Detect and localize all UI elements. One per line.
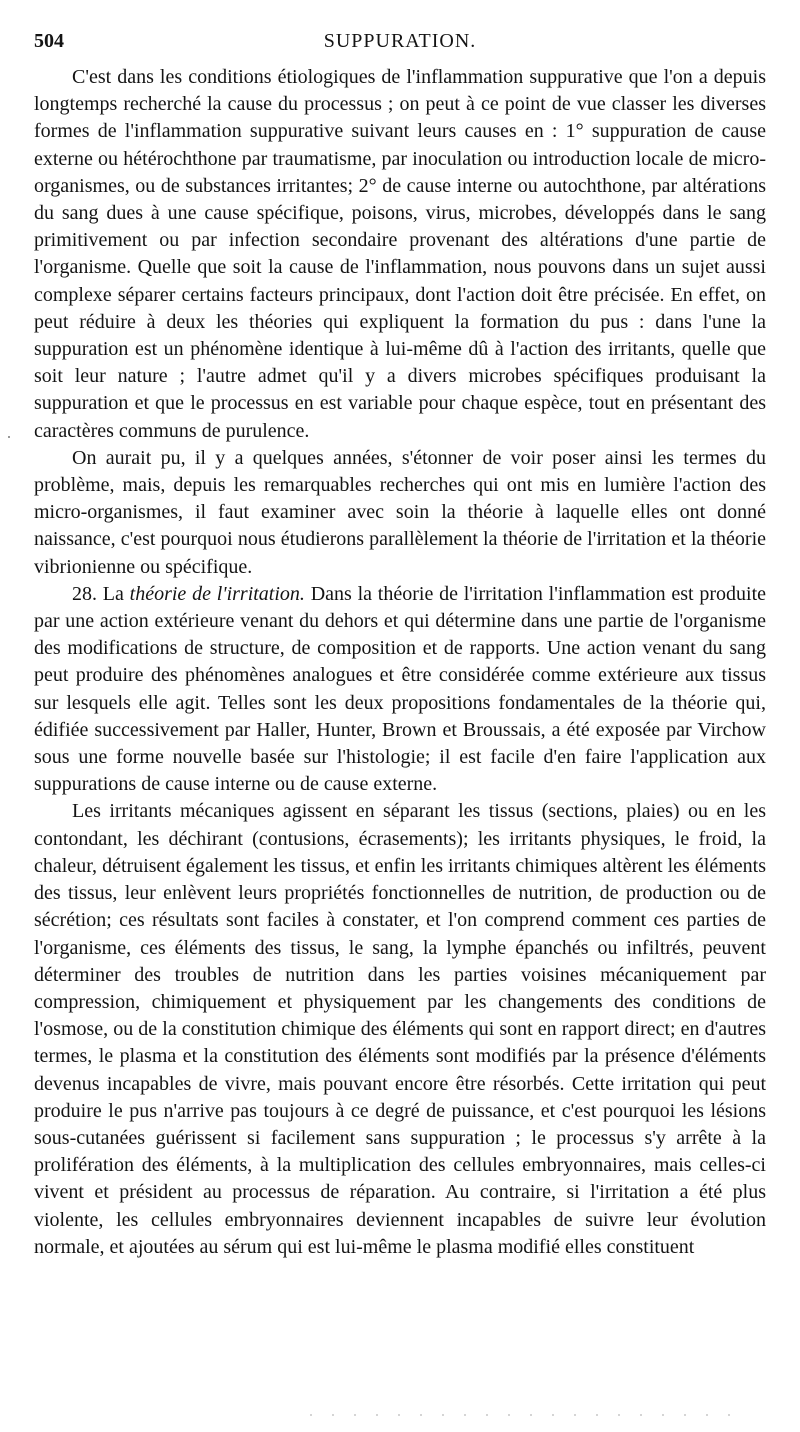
- body-text: [34, 64, 766, 1261]
- bottom-scan-dots: [300, 1414, 740, 1416]
- running-head: [34, 28, 766, 54]
- paragraph-problem-terms: On aurait pu, il y a quelques années, s'étonner de voir poser ainsi les termes du problème, mais, depuis les remarquables recherches qui ont mis en lumière l'action des micro-organismes, il faut examiner avec soin la théorie à laquelle elles ont donné naissance, c'est pourquoi nous étudierons parallèlement la théorie de l'irritation et la théorie vibrionienne ou spécifique.: [34, 446, 766, 578]
- section-text: Dans la théorie de l'irritation l'inflammation est produite par une action extérieure venant du dehors et qui détermine dans une partie de l'organisme des modifications de structure, de composition et de rapports. Une action venant du sang peut produire des phénomènes analogues et être considérée comme extérieure aux tissus sur lesquels elle agit. Telles sont les deux propositions fondamentales de la théorie qui, édifiée successivement par Haller, Hunter, Brown et Broussais, a été exposée par Virchow sous une forme nouvelle basée sur l'histologie; il est facile d'en faire l'application aux suppurations de cause interne ou de cause externe.: [34, 582, 766, 796]
- paragraph-irritants: Les irritants mécaniques agissent en séparant les tissus (sections, plaies) ou en les contondant, les déchirant (contusions, écrasements); les irritants physiques, le froid, la chaleur, détruisent également les tissus, et enfin les irritants chimiques altèrent les éléments des tissus, leur enlèvent leurs propriétés fonctionnelles de nutrition, de production ou de sécrétion; ces résultats sont faciles à constater, et l'on comprend comment ces parties de l'organisme, ces éléments des tissus, le sang, la lymphe épanchés ou infiltrés, peuvent déterminer des troubles de nutrition dans les parties voisines mécaniquement par compression, chimiquement et physiquement par les changements des conditions de l'osmose, ou de la constitution chimique des éléments qui sont en rapport direct; en d'autres termes, le plasma et la constitution des éléments sont modifiés par la présence d'éléments devenus incapables de vivre, mais pouvant encore être résorbés. Cette irritation qui peut produire le pus n'arrive pas toujours à ce degré de puissance, et c'est pourquoi les lésions sous-cutanées guérissent si facilement sans suppuration ; le processus s'y arrête à la prolifération des éléments, à la multiplication des cellules embryonnaires, mais celles-ci vivent et président au processus de réparation. Au contraire, si l'irritation a été plus violente, les cellules embryonnaires deviennent incapables de suivre leur évolution normale, et ajoutées au sérum qui est lui-même le plasma modifié elles constituent: [34, 800, 766, 1258]
- margin-speck: [8, 436, 10, 438]
- section-number: 28. La: [72, 582, 124, 605]
- paragraph-etiology: C'est dans les conditions étiologiques de l'inflammation suppurative que l'on a depuis longtemps recherché la cause du processus ; on peut à ce point de vue classer les diverses formes de l'inflammation suppurative suivant leurs causes en : 1° suppuration de cause externe ou hétérochthone par traumatisme, par inoculation ou introduction locale de micro-organismes, ou de substances irritantes; 2° de cause interne ou autochthone, par altérations du sang dues à une cause spécifique, poisons, virus, microbes, développés dans le sang primitivement ou par infection secondaire provenant des altérations d'une partie de l'organisme. Quelle que soit la cause de l'inflammation, nous pouvons dans un sujet aussi complexe séparer certains facteurs principaux, dont l'action doit être précisée. En effet, on peut réduire à deux les théories qui expliquent la formation du pus : dans l'une la suppuration est un phénomène identique à lui-même dû à l'action des irritants, quelle que soit leur nature ; l'autre admet qu'il y a divers microbes spécifiques produisant la suppuration et que le processus en est variable pour chaque espèce, tout en présentant des caractères communs de purulence.: [34, 66, 766, 442]
- section-title: théorie de l'irritation.: [129, 582, 305, 605]
- paragraph-irritation-theory: [34, 581, 766, 799]
- page-number: 504: [34, 30, 64, 52]
- running-title: SUPPURATION.: [323, 30, 477, 52]
